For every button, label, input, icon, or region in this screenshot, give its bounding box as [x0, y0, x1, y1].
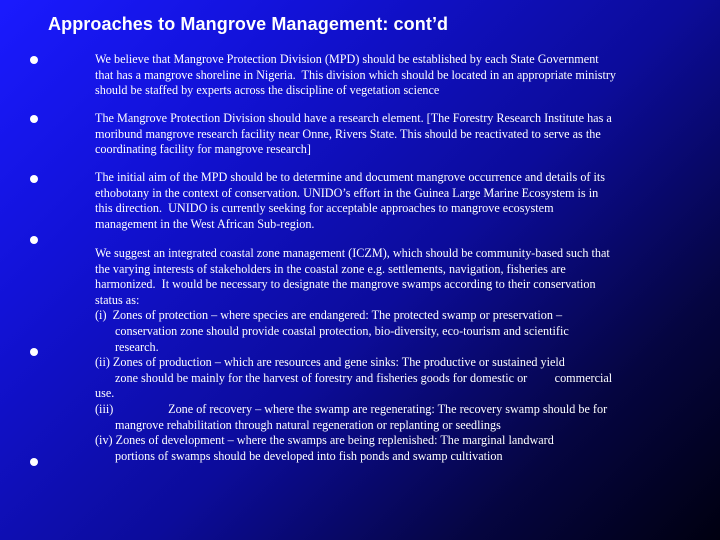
bullet-5	[30, 348, 38, 356]
paragraph-iczm	[95, 246, 700, 464]
slide-title: Approaches to Mangrove Management: cont’d	[48, 14, 449, 34]
text-line: portions of swamps should be developed into fish ponds and swamp cultivation	[115, 448, 503, 463]
text-line: harmonized. It would be necessary to designate the mangrove swamps according to their conservation	[95, 277, 596, 292]
paragraph-initial-aim	[95, 170, 700, 232]
bullet-3	[30, 175, 38, 183]
text-line: that has a mangrove shoreline in Nigeria. This division which should be located in an appropriate ministry	[95, 67, 617, 82]
text-line: zone should be mainly for the harvest of forestry and fisheries goods for domestic or commercial	[115, 370, 613, 385]
text-line: We suggest an integrated coastal zone management (ICZM), which should be community-based such that	[95, 246, 610, 260]
text-line: (ii) Zones of production – which are resources and gene sinks: The productive or sustained yield	[95, 355, 565, 370]
text-line: We believe that Mangrove Protection Division (MPD) should be established by each State Government	[95, 52, 599, 66]
text-line: management in the West African Sub-region.	[95, 216, 315, 231]
text-line: coordinating facility for mangrove research]	[95, 142, 311, 157]
text-line: ethobotany in the context of conservation. UNIDO’s effort in the Guinea Large Marine Ecosystem is in	[95, 185, 599, 200]
text-line: (iv) Zones of development – where the swamps are being replenished: The marginal landward	[95, 433, 554, 448]
bullet-2	[30, 115, 38, 123]
text-line: (iii) Zone of recovery – where the swamp are regenerating: The recovery swamp should be for	[95, 401, 608, 416]
text-line: use.	[95, 386, 115, 401]
bullet-4	[30, 236, 38, 244]
text-line: conservation zone should provide coastal protection, bio-diversity, eco-tourism and scientific	[115, 323, 569, 338]
text-line: this direction. UNIDO is currently seeking for acceptable approaches to mangrove ecosystem	[95, 201, 554, 216]
text-line: status as:	[95, 292, 140, 307]
paragraph-mpd-establishment	[95, 52, 700, 99]
text-line: mangrove rehabilitation through natural regeneration or replanting or seedlings	[115, 417, 501, 432]
text-line: moribund mangrove research facility near Onne, Rivers State. This should be reactivated to serve as the	[95, 126, 601, 141]
paragraph-research-element	[95, 111, 700, 158]
text-line: (i) Zones of protection – where species are endangered: The protected swamp or preservation –	[95, 308, 563, 323]
bullet-1	[30, 56, 38, 64]
text-line: The Mangrove Protection Division should have a research element. [The Forestry Research Institute has a	[95, 111, 612, 125]
text-line: The initial aim of the MPD should be to determine and document mangrove occurrence and details of its	[95, 170, 606, 184]
text-line: the varying interests of stakeholders in the coastal zone e.g. settlements, navigation, fisheries are	[95, 261, 566, 276]
text-line: research.	[115, 339, 159, 354]
text-line: should be staffed by experts across the discipline of vegetation science	[95, 83, 440, 98]
bullet-6	[30, 458, 38, 466]
